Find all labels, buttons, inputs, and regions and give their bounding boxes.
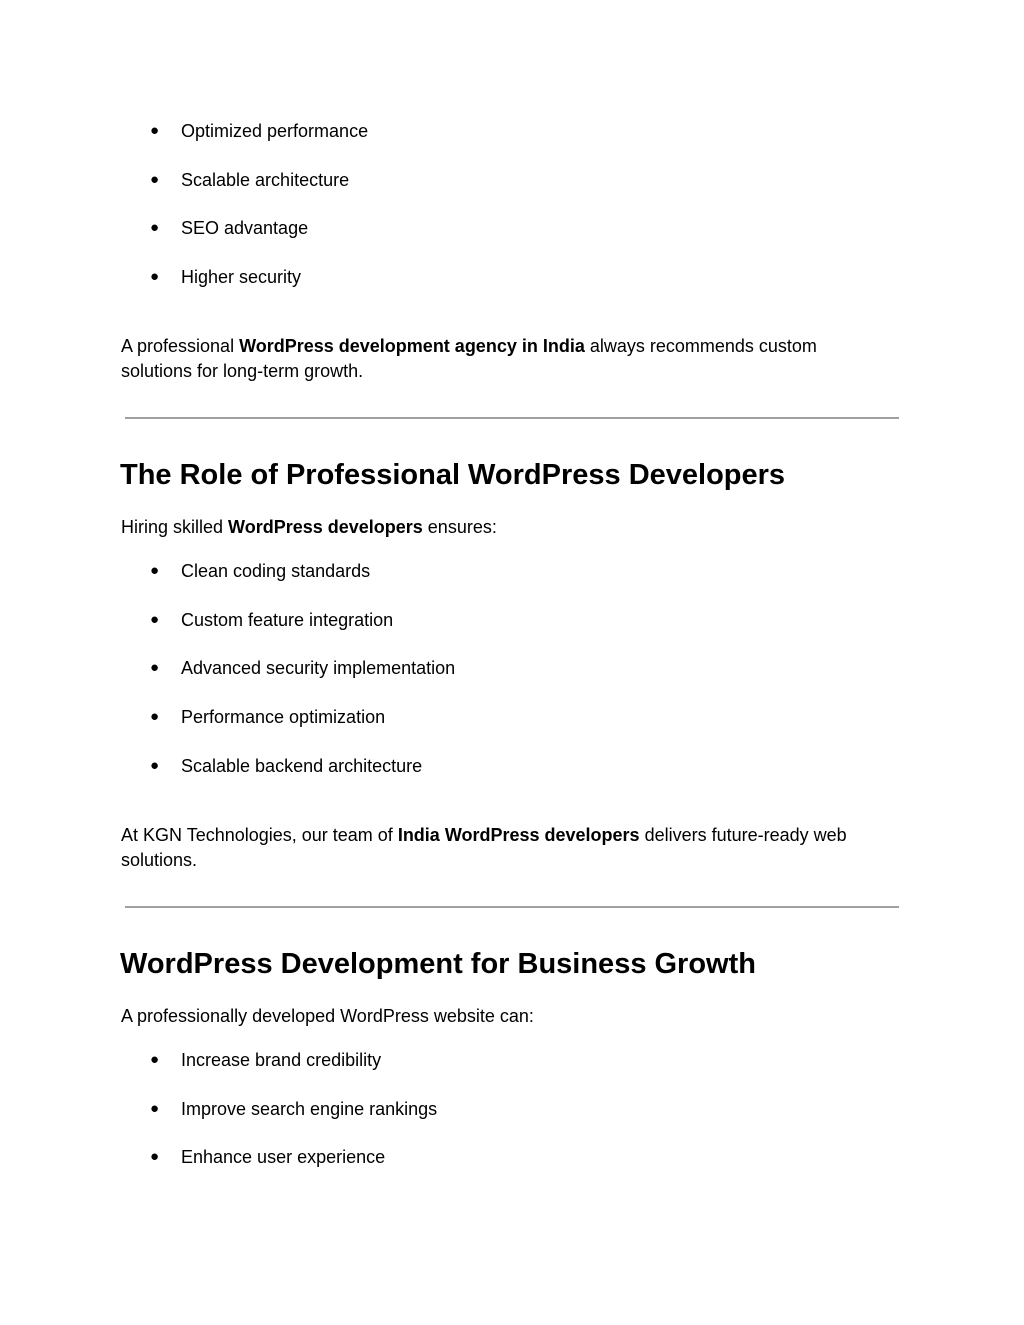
list-item	[0, 265, 1024, 314]
bullet-icon: ●	[150, 1148, 160, 1166]
paragraph-text: ensures:	[422, 517, 497, 537]
list-item-text: SEO advantage	[181, 218, 309, 239]
paragraph-bold-text: India WordPress developers	[397, 825, 640, 845]
list-item-text: Higher security	[181, 267, 302, 288]
list-item-text: Advanced security implementation	[181, 658, 456, 679]
paragraph-bold-text: WordPress developers	[228, 517, 423, 537]
list-item-text: Increase brand credibility	[181, 1050, 382, 1070]
bullet-icon: ●	[150, 1051, 160, 1068]
growth-benefits-list	[0, 1048, 1024, 1194]
bullet-icon: ●	[150, 1099, 160, 1117]
list-item-text: Optimized performance	[181, 121, 369, 141]
paragraph-text: At KGN Technologies, our team of	[121, 825, 398, 845]
list-item	[0, 1048, 1024, 1097]
bullet-icon: ●	[150, 756, 160, 774]
paragraph-text: Hiring skilled	[121, 517, 229, 537]
list-item	[0, 705, 1024, 754]
paragraph-bold-text: WordPress development agency in India	[239, 336, 585, 356]
list-item	[0, 559, 1024, 608]
list-item	[0, 754, 1024, 803]
section-closing-paragraph	[121, 823, 881, 872]
bullet-icon: ●	[150, 122, 160, 139]
bullet-icon: ●	[150, 610, 160, 628]
list-item	[0, 119, 1024, 168]
paragraph-text: A professional	[121, 336, 240, 356]
section-heading: WordPress Development for Business Growth	[120, 948, 756, 980]
list-item	[0, 1145, 1024, 1194]
horizontal-divider	[125, 906, 899, 908]
list-item	[0, 656, 1024, 705]
developer-benefits-list	[0, 559, 1024, 802]
list-item-text: Performance optimization	[181, 707, 386, 728]
bullet-icon: ●	[150, 562, 160, 579]
list-item	[0, 216, 1024, 265]
list-item-text: Scalable architecture	[181, 169, 350, 190]
bullet-icon: ●	[150, 659, 160, 677]
intro-bullet-list	[0, 119, 1024, 314]
bullet-icon: ●	[150, 219, 160, 237]
bullet-icon: ●	[150, 268, 160, 286]
section-lead-paragraph: A professionally developed WordPress website can:	[121, 1006, 534, 1026]
list-item	[0, 1097, 1024, 1146]
bullet-icon: ●	[150, 170, 160, 188]
list-item-text: Improve search engine rankings	[181, 1098, 438, 1119]
horizontal-divider	[125, 417, 899, 419]
list-item-text: Enhance user experience	[181, 1147, 386, 1168]
paragraph-text: always recommends custom solutions for long-term growth.	[121, 336, 817, 381]
paragraph-text: delivers future-ready web solutions.	[121, 825, 847, 870]
list-item-text: Scalable backend architecture	[181, 755, 423, 776]
list-item-text: Custom feature integration	[181, 609, 394, 630]
list-item-text: Clean coding standards	[181, 561, 371, 581]
bullet-icon: ●	[150, 708, 160, 726]
section-heading: The Role of Professional WordPress Developers	[120, 459, 786, 491]
list-item	[0, 608, 1024, 657]
list-item	[0, 168, 1024, 217]
intro-paragraph	[121, 334, 881, 383]
section-lead-paragraph	[121, 515, 881, 540]
